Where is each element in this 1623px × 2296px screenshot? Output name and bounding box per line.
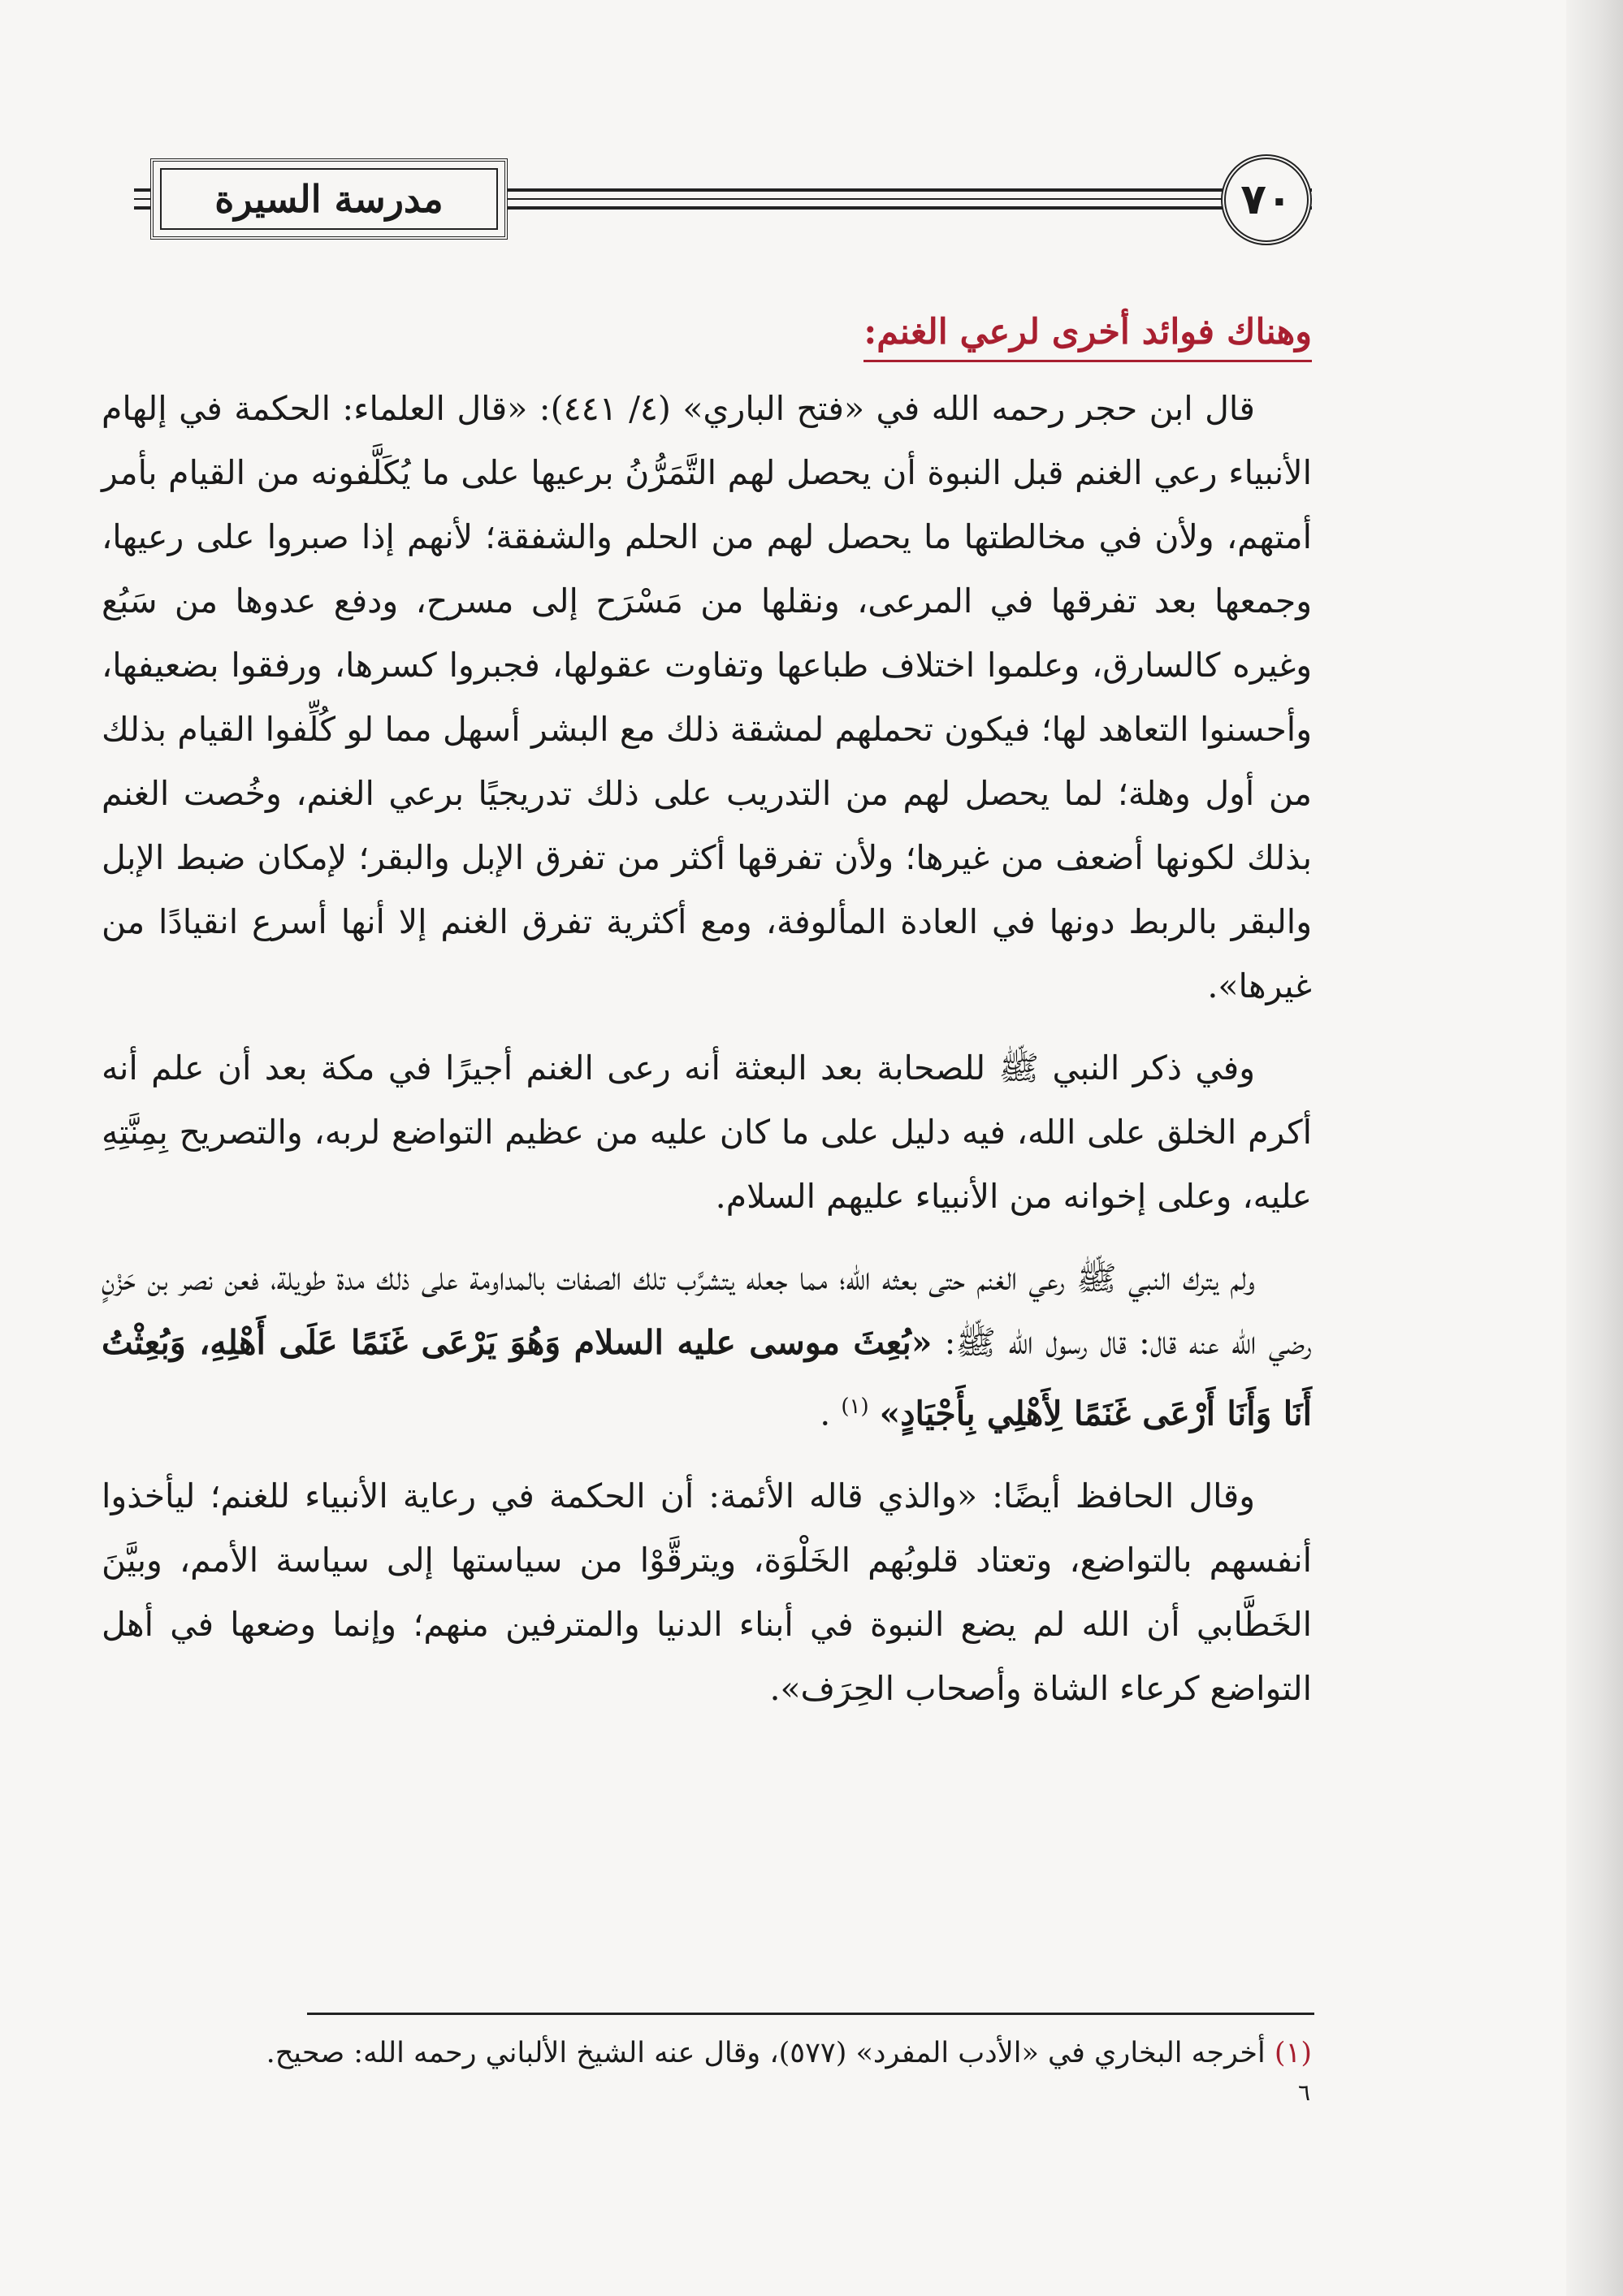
signature-mark: ٦ — [1297, 2079, 1310, 2106]
footnote-divider — [307, 2013, 1314, 2015]
book-title: مدرسة السيرة — [214, 177, 444, 221]
paragraph: وفي ذكر النبي ﷺ للصحابة بعد البعثة أنه رعى الغنم أجيرًا في مكة بعد أن علم أنه أكرم الخلق على الله، فيه دليل على ما كان عليه من عظيم التواضع لربه، والتصريح بِمِنَّتِهِ عليه، وعلى إخوانه من الأنبياء عليهم السلام. — [102, 1049, 1312, 1216]
page-edge-shadow — [1566, 0, 1623, 2296]
section-heading: وهناك فوائد أخرى لرعي الغنم: — [863, 308, 1312, 362]
paragraph: قال ابن حجر رحمه الله في «فتح الباري» (٤/ ٤٤١): «قال العلماء: الحكمة في إلهام الأنبياء رعي الغنم قبل النبوة أن يحصل لهم التَّمَرُّنُ برعيها على ما يُكَلَّفونه من القيام بأمر أمتهم، ولأن في مخالطتها ما يحصل لهم من الحلم والشفقة؛ لأنهم إذا صبروا على رعيها، وجمعها بعد تفرقها في المرعى، ونقلها من مَسْرَح إلى مسرح، ودفع عدوها من سَبُع وغيره كالسارق، وعلموا اختلاف طباعها وتفاوت عقولها، فجبروا كسرها، ورفقوا بضعيفها، وأحسنوا التعاهد لها؛ فيكون تحملهم لمشقة ذلك مع البشر أسهل مما لو كُلِّفوا القيام بذلك من أول وهلة؛ لما يحصل لهم من التدريب على ذلك تدريجيًا برعي الغنم، وخُصت الغنم بذلك لكونها أضعف من غيرها؛ ولأن تفرقها أكثر من تفرق الإبل والبقر؛ لإمكان ضبط الإبل والبقر بالربط دونها في العادة المألوفة، ومع أكثرية تفرق الغنم إلا أنها أسرع انقيادًا من غيرها». — [102, 389, 1312, 1005]
hadith-intro: ولم يترك النبي ﷺ رعي الغنم حتى بعثه الله؛ مما جعله يتشرَّب تلك الصفات بالمداومة على ذلك مدة طويلة، فعن نصر بن حَزْنٍ رضي الله عنه قال: قال رسول الله ﷺ: — [102, 1259, 1312, 1362]
footnote — [102, 2030, 1312, 2076]
page-header — [134, 154, 1312, 248]
page-body — [102, 301, 1312, 1739]
hadith-end: . — [820, 1394, 831, 1433]
footnote-number: (١) — [1274, 2037, 1312, 2069]
page-number: ٧٠ — [1221, 154, 1312, 245]
hadith-quote: «بُعِثَ موسى عليه السلام وَهُوَ يَرْعَى غَنَمًا عَلَى أَهْلِهِ، وَبُعِثْتُ أَنَا وَأَنَا أَرْعَى غَنَمًا لِأَهْلِي بِأَجْيَادٍ» — [102, 1323, 1312, 1433]
footnote-text: أخرجه البخاري في «الأدب المفرد» (٥٧٧)، وقال عنه الشيخ الألباني رحمه الله: صحيح. — [266, 2037, 1266, 2069]
footnote-reference: (١) — [841, 1394, 869, 1419]
hadith-paragraph — [102, 1247, 1312, 1446]
book-title-frame — [150, 158, 508, 240]
paragraph: وقال الحافظ أيضًا: «والذي قاله الأئمة: أن الحكمة في رعاية الأنبياء للغنم؛ ليأخذوا أنفسهم بالتواضع، وتعتاد قلوبُهم الخَلْوَة، ويترقَّوْا من سياستها إلى سياسة الأمم، وبيَّنَ الخَطَّابي أن الله لم يضع النبوة في أبناء الدنيا والمترفين منهم؛ وإنما وضعها في أهل التواضع كرعاء الشاة وأصحاب الحِرَف». — [102, 1476, 1312, 1708]
